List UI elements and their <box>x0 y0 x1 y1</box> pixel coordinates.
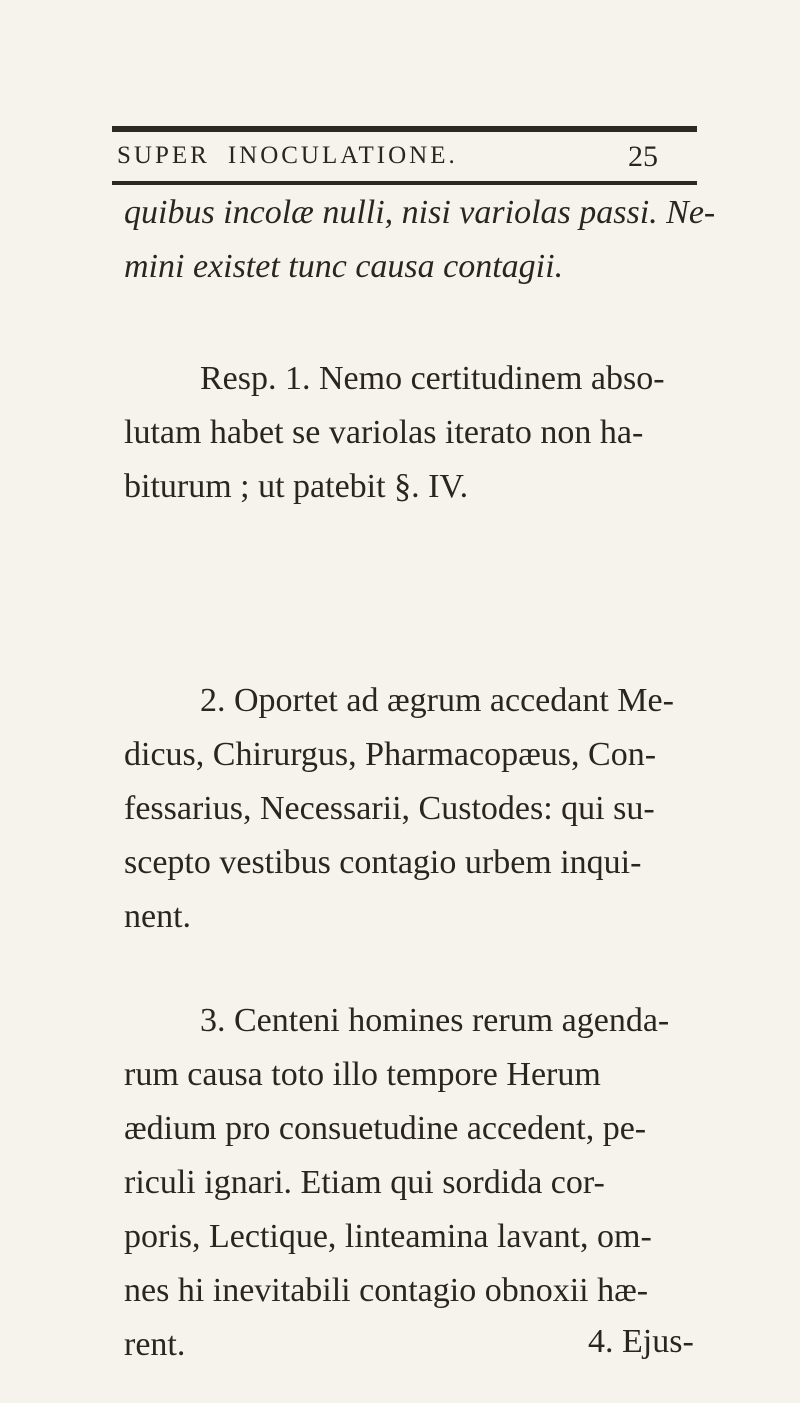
text-line: poris, Lectique, linteamina lavant, om- <box>124 1218 652 1255</box>
text-line: scepto vestibus contagio urbem inqui- <box>124 844 642 881</box>
page-number: 25 <box>628 140 658 173</box>
text-line: nes hi inevitabili contagio obnoxii hæ- <box>124 1272 649 1309</box>
header-rule-top <box>112 126 697 132</box>
text-line: nent. <box>124 898 192 935</box>
response-paragraph-1 <box>124 352 704 514</box>
running-head <box>117 142 657 170</box>
running-head-left: SUPER <box>117 142 210 169</box>
text-line: fessarius, Necessarii, Custodes: qui su- <box>124 790 655 827</box>
text-line: lutam habet se variolas iterato non ha- <box>124 414 644 451</box>
catchword: 4. Ejus- <box>588 1323 694 1360</box>
running-head-right: INOCULATIONE. <box>227 142 458 169</box>
response-paragraph-2 <box>124 674 704 944</box>
text-line: rent. <box>124 1326 186 1363</box>
text-line: Resp. 1. Nemo certitudinem abso- <box>200 360 665 397</box>
text-line: quibus incolæ nulli, nisi variolas passi. Ne- <box>124 194 716 231</box>
text-line: riculi ignari. Etiam qui sordida cor- <box>124 1164 605 1201</box>
text-line: 2. Oportet ad ægrum accedant Me- <box>200 682 674 719</box>
text-line: ædium pro consuetudine accedent, pe- <box>124 1110 647 1147</box>
text-line: biturum ; ut patebit §. IV. <box>124 468 469 505</box>
text-line: dicus, Chirurgus, Pharmacopæus, Con- <box>124 736 657 773</box>
text-line: mini existet tunc causa contagii. <box>124 248 564 285</box>
header-rule-bottom <box>112 181 697 185</box>
text-line: 3. Centeni homines rerum agenda- <box>200 1002 670 1039</box>
response-paragraph-3 <box>124 994 704 1372</box>
italic-objection-paragraph <box>124 186 716 294</box>
text-line: rum causa toto illo tempore Herum <box>124 1056 601 1093</box>
